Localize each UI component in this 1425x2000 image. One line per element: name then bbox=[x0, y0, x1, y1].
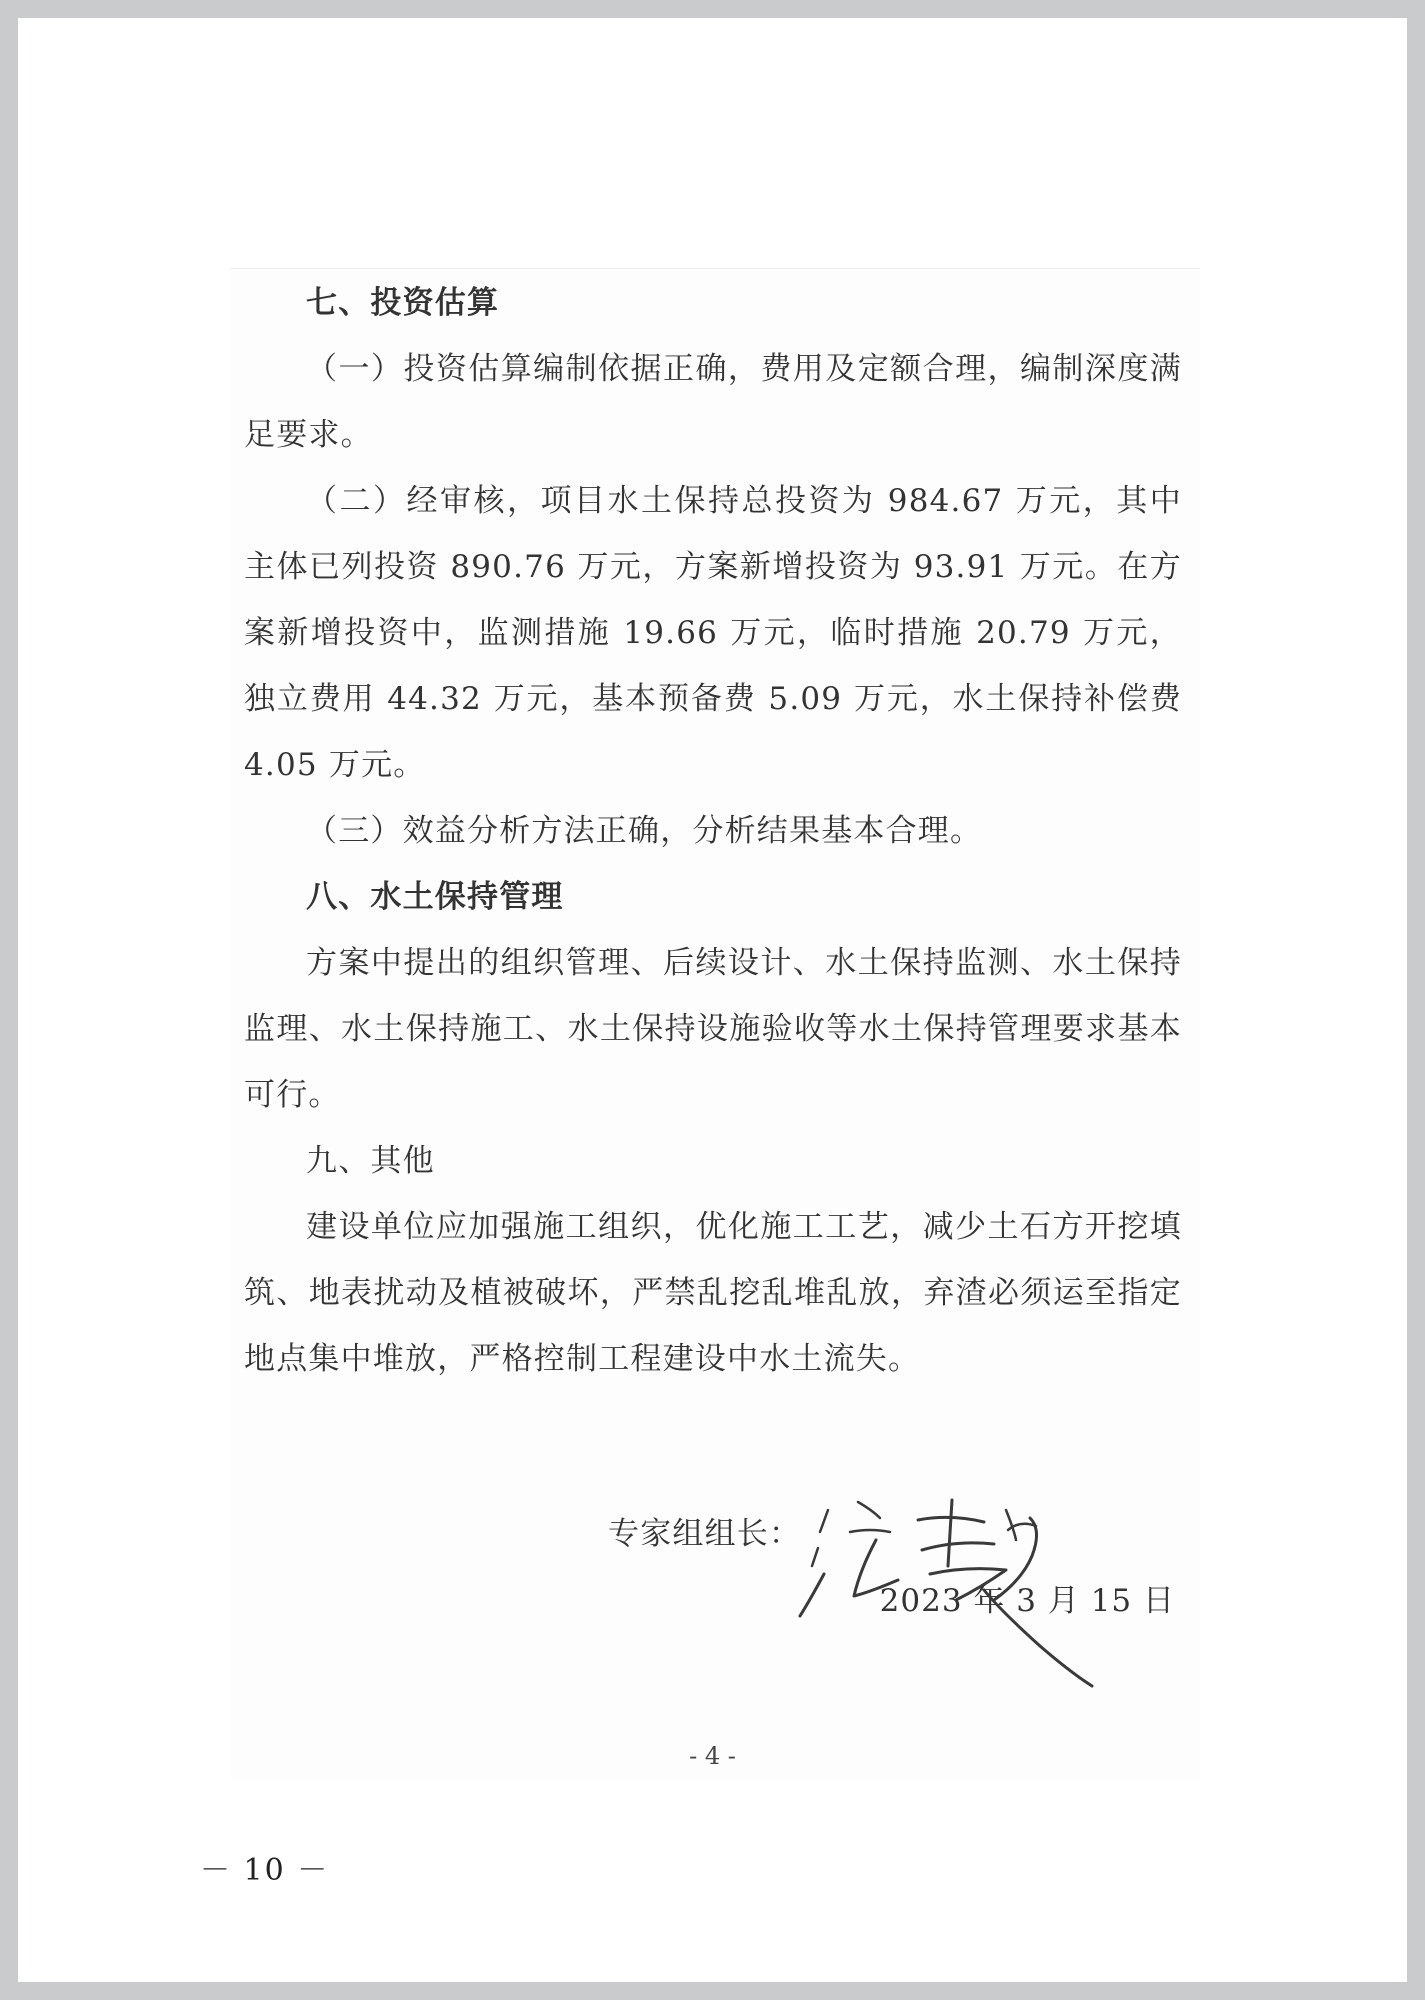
section-9-title: 九、其他 bbox=[306, 1143, 435, 1179]
section-7-paragraph-1: （一）投资估算编制依据正确，费用及定额合理，编制深度满足要求。 bbox=[244, 351, 1182, 453]
section-8-title: 八、水土保持管理 bbox=[306, 879, 564, 915]
section-7-paragraph-3: （三）效益分析方法正确，分析结果基本合理。 bbox=[306, 813, 983, 849]
outer-page-number: － 10 － bbox=[200, 1853, 330, 1888]
body-text bbox=[244, 270, 1182, 1392]
inner-page-number: - 4 - bbox=[689, 1742, 736, 1770]
section-7-title: 七、投资估算 bbox=[306, 285, 500, 321]
section-8-paragraph-1: 方案中提出的组织管理、后续设计、水土保持监测、水土保持监理、水土保持施工、水土保持设施验收等水土保持管理要求基本可行。 bbox=[244, 945, 1182, 1113]
signature-label: 专家组组长： bbox=[608, 1516, 802, 1552]
section-9-paragraph-1: 建设单位应加强施工组织，优化施工工艺，减少土石方开挖填筑、地表扰动及植被破坏，严禁乱挖乱堆乱放，弃渣必须运至指定地点集中堆放，严格控制工程建设中水土流失。 bbox=[244, 1209, 1182, 1377]
handwritten-signature bbox=[780, 1470, 1140, 1690]
signature-date: 2023 年 3 月 15 日 bbox=[879, 1583, 1175, 1619]
section-7-paragraph-2: （二）经审核，项目水土保持总投资为 984.67 万元，其中主体已列投资 890.76 万元，方案新增投资为 93.91 万元。在方案新增投资中，监测措施 19.66 万元，临时措施 20.79 万元，独立费用 44.32 万元，基本预备费 5.09 万元，水土保持补偿费 4.05 万元。 bbox=[244, 483, 1182, 783]
